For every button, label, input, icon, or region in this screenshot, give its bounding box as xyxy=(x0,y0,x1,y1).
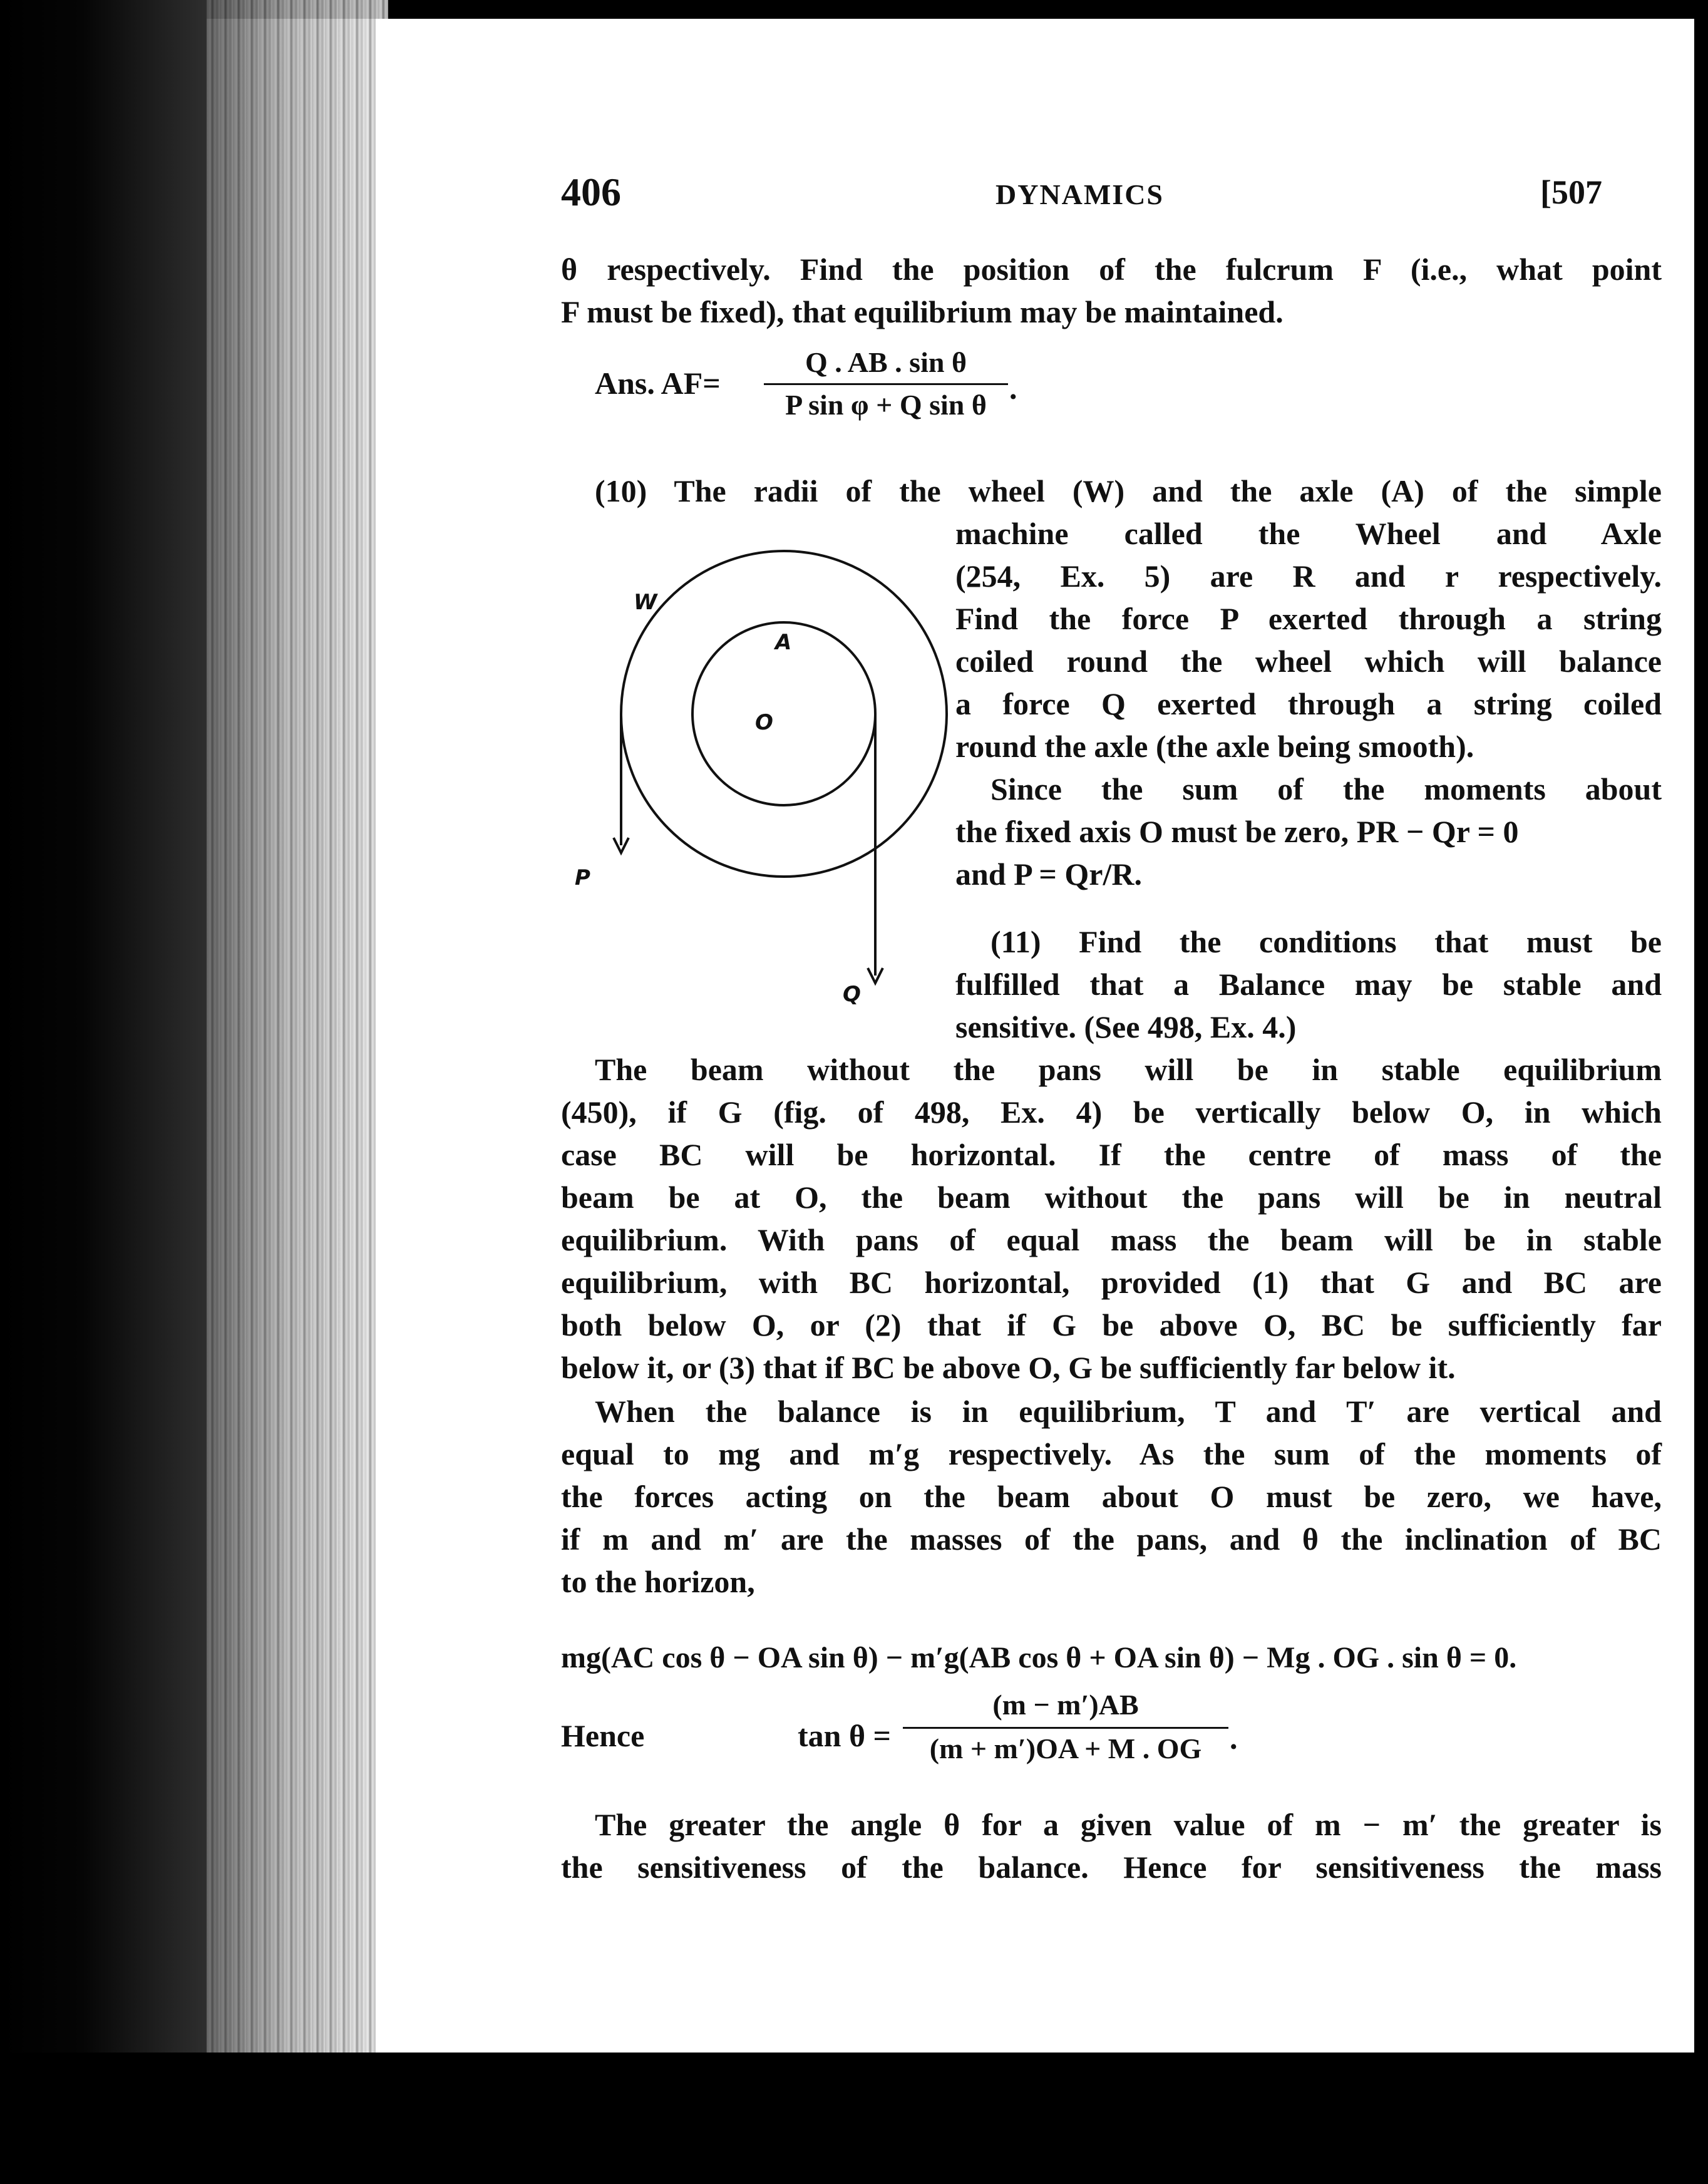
answer-period: . xyxy=(1009,371,1017,406)
answer-denominator: P sin φ + Q sin θ xyxy=(785,389,987,421)
ex10-line-7: round the axle (the axle being smooth). xyxy=(955,729,1474,764)
para2-line-4: if m and m′ are the masses of the pans, and θ the inclination of BC xyxy=(561,1522,1662,1557)
ex9-line-1: θ respectively. Find the position of the fulcrum F (i.e., what point xyxy=(561,252,1662,287)
page-stack-shadow xyxy=(207,0,388,2054)
tan-theta-lhs: tan θ = xyxy=(798,1718,892,1753)
section-reference: [507 xyxy=(1540,173,1602,211)
answer-fraction-bar xyxy=(764,383,1008,385)
ex10-line-1: (10) The radii of the wheel (W) and the axle (A) of the simple xyxy=(595,473,1662,508)
label-p: P xyxy=(575,865,590,890)
answer-numerator: Q . AB . sin θ xyxy=(805,346,967,378)
para1-line-5: equilibrium. With pans of equal mass the beam will be in stable xyxy=(561,1222,1662,1257)
ex10-line-9: the fixed axis O must be zero, PR − Qr = 0 xyxy=(955,814,1519,849)
label-q: Q xyxy=(843,982,861,1007)
wheel-circle xyxy=(621,551,947,877)
page-number: 406 xyxy=(561,170,621,214)
scan-border-right xyxy=(1694,0,1708,2184)
para1-line-3: case BC will be horizontal. If the centre of mass of the xyxy=(561,1137,1662,1172)
para1-line-6: equilibrium, with BC horizontal, provided (1) that G and BC are xyxy=(561,1265,1662,1300)
ex10-line-5: coiled round the wheel which will balance xyxy=(955,644,1662,679)
para2-line-2: equal to mg and m′g respectively. As the sum of the moments of xyxy=(561,1436,1662,1471)
tan-period: . xyxy=(1230,1721,1238,1756)
hence-label: Hence xyxy=(561,1718,645,1753)
ex11-line-3: sensitive. (See 498, Ex. 4.) xyxy=(955,1009,1297,1044)
para1-line-8: below it, or (3) that if BC be above O, G be sufficiently far below it. xyxy=(561,1350,1456,1385)
para2-line-1: When the balance is in equilibrium, T and T′ are vertical and xyxy=(595,1394,1662,1429)
para1-line-1: The beam without the pans will be in stable equilibrium xyxy=(595,1052,1662,1087)
ex10-line-4: Find the force P exerted through a string xyxy=(955,601,1662,636)
ex10-line-6: a force Q exerted through a string coiled xyxy=(955,686,1662,721)
running-title: DYNAMICS xyxy=(995,178,1164,210)
para1-line-2: (450), if G (fig. of 498, Ex. 4) be vertically below O, in which xyxy=(561,1095,1662,1130)
label-o: O xyxy=(755,710,773,735)
moment-equation: mg(AC cos θ − OA sin θ) − m′g(AB cos θ + OA sin θ) − Mg . OG . sin θ = 0. xyxy=(561,1641,1517,1674)
para3-line-2: the sensitiveness of the balance. Hence for sensitiveness the mass xyxy=(561,1850,1662,1885)
para1-line-4: beam be at O, the beam without the pans will be in neutral xyxy=(561,1180,1662,1215)
answer-label: Ans. AF= xyxy=(595,366,721,401)
para1-line-7: both below O, or (2) that if G be above O, BC be sufficiently far xyxy=(561,1307,1662,1342)
book-page xyxy=(376,19,1694,2053)
para2-line-5: to the horizon, xyxy=(561,1564,755,1599)
scan-border-left xyxy=(0,0,207,2184)
para3-line-1: The greater the angle θ for a given value of m − m′ the greater is xyxy=(595,1807,1662,1842)
ex11-line-1: (11) Find the conditions that must be xyxy=(990,924,1662,959)
para2-line-3: the forces acting on the beam about O must be zero, we have, xyxy=(561,1479,1662,1514)
scan-border-bottom xyxy=(0,2053,1708,2184)
ex9-line-2: F must be fixed), that equilibrium may be maintained. xyxy=(561,294,1284,329)
wheel-and-axle-figure xyxy=(561,520,949,1021)
tan-numerator: (m − m′)AB xyxy=(992,1689,1139,1721)
ex11-line-2: fulfilled that a Balance may be stable and xyxy=(955,967,1662,1002)
tan-fraction-bar xyxy=(903,1727,1228,1729)
ex10-line-2: machine called the Wheel and Axle xyxy=(955,516,1662,551)
label-w: W xyxy=(634,590,657,615)
tan-denominator: (m + m′)OA + M . OG xyxy=(929,1733,1202,1764)
label-a: A xyxy=(775,630,792,655)
ex10-line-3: (254, Ex. 5) are R and r respectively. xyxy=(955,559,1662,594)
ex10-line-10: and P = Qr/R. xyxy=(955,857,1142,892)
ex10-line-8: Since the sum of the moments about xyxy=(990,771,1662,806)
